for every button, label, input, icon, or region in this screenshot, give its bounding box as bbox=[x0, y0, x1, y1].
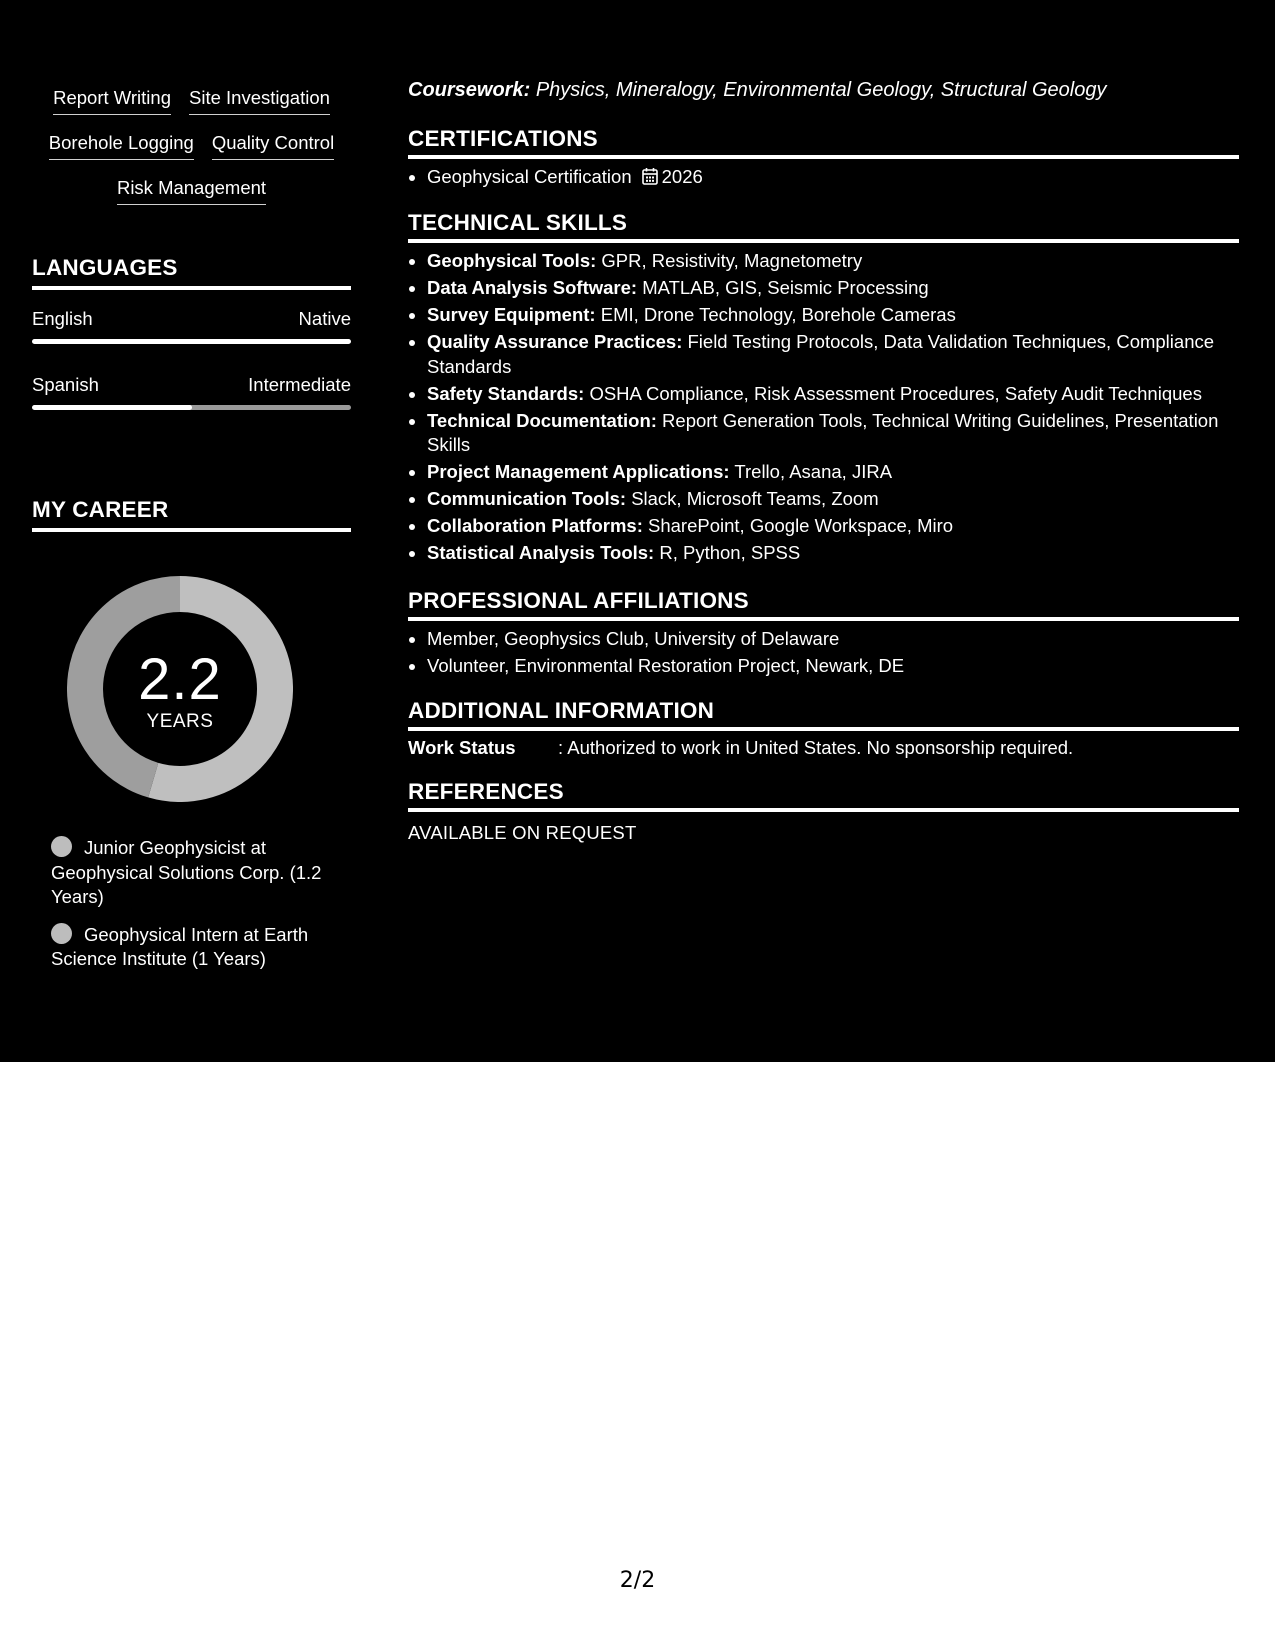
skills-row bbox=[32, 86, 351, 131]
skill-category: Technical Documentation: bbox=[427, 409, 657, 431]
skills-row bbox=[32, 131, 351, 176]
additional-info-section bbox=[408, 698, 1239, 759]
affiliation-item: • Volunteer, Environmental Restoration Project, Newark, DE bbox=[427, 654, 1239, 679]
skill-tag: Report Writing bbox=[53, 86, 171, 115]
languages-title: LANGUAGES bbox=[32, 255, 351, 290]
coursework-line bbox=[408, 79, 1106, 102]
work-status-row bbox=[408, 737, 1239, 759]
career-total-years: 2.2 bbox=[138, 647, 222, 712]
coursework-text: Physics, Mineralogy, Environmental Geology, Structural Geology bbox=[535, 79, 1107, 101]
skill-values: R, Python, SPSS bbox=[659, 542, 801, 563]
career-total-unit: YEARS bbox=[146, 711, 214, 732]
bullet-dot-icon bbox=[51, 836, 72, 857]
career-item bbox=[51, 923, 351, 972]
work-status-label: Work Status bbox=[408, 737, 516, 758]
career-list bbox=[51, 836, 351, 985]
certification-item bbox=[427, 165, 1239, 190]
language-item bbox=[32, 308, 351, 344]
affiliation-item: • Member, Geophysics Club, University of Delaware bbox=[427, 627, 1239, 652]
skill-category: Data Analysis Software: bbox=[427, 277, 638, 298]
additional-info-title: ADDITIONAL INFORMATION bbox=[408, 698, 1239, 731]
language-proficiency-fill bbox=[32, 405, 192, 410]
affiliations-title: PROFESSIONAL AFFILIATIONS bbox=[408, 588, 1239, 621]
career-item-text: Junior Geophysicist at Geophysical Solutions Corp. (1.2 Years) bbox=[51, 837, 322, 907]
skill-category: Survey Equipment: bbox=[427, 304, 596, 325]
certification-year: 2026 bbox=[661, 166, 703, 187]
technical-skill-item bbox=[427, 330, 1239, 379]
skill-category: Project Management Applications: bbox=[427, 461, 730, 482]
technical-skill-item bbox=[427, 382, 1239, 407]
technical-skill-item bbox=[427, 487, 1239, 512]
skill-values: EMI, Drone Technology, Borehole Cameras bbox=[600, 304, 956, 325]
technical-skill-item bbox=[427, 514, 1239, 539]
certification-name: Geophysical Certification bbox=[427, 166, 632, 187]
language-level: Intermediate bbox=[248, 374, 351, 395]
languages-section bbox=[32, 255, 351, 410]
language-proficiency-bar bbox=[32, 339, 351, 344]
language-name: English bbox=[32, 308, 93, 329]
skill-values: SharePoint, Google Workspace, Miro bbox=[648, 515, 954, 536]
language-name: Spanish bbox=[32, 374, 99, 395]
references-text: AVAILABLE ON REQUEST bbox=[408, 822, 637, 843]
technical-skill-item bbox=[427, 541, 1239, 566]
skill-values: Slack, Microsoft Teams, Zoom bbox=[631, 488, 879, 509]
career-item bbox=[51, 836, 351, 910]
bullet-dot-icon bbox=[51, 923, 72, 944]
work-status-value: : Authorized to work in United States. No sponsorship required. bbox=[558, 737, 1074, 758]
skills-row bbox=[32, 176, 351, 221]
calendar-icon bbox=[642, 167, 658, 185]
technical-skills-section bbox=[408, 210, 1239, 568]
skill-category: Statistical Analysis Tools: bbox=[427, 542, 655, 563]
affiliations-section bbox=[408, 588, 1239, 681]
skill-category: Geophysical Tools: bbox=[427, 250, 597, 271]
career-section bbox=[32, 497, 351, 532]
language-proficiency-fill bbox=[32, 339, 351, 344]
affiliations-list bbox=[408, 627, 1239, 679]
certifications-title: CERTIFICATIONS bbox=[408, 126, 1239, 159]
technical-skills-title: TECHNICAL SKILLS bbox=[408, 210, 1239, 243]
skill-values: OSHA Compliance, Risk Assessment Procedures, Safety Audit Techniques bbox=[589, 382, 1202, 404]
skills-tags bbox=[32, 86, 351, 221]
certifications-section bbox=[408, 126, 1239, 192]
skill-tag: Borehole Logging bbox=[49, 131, 194, 160]
technical-skill-item bbox=[427, 303, 1239, 328]
skill-values: MATLAB, GIS, Seismic Processing bbox=[642, 277, 929, 298]
certifications-list bbox=[408, 165, 1239, 190]
technical-skill-item bbox=[427, 460, 1239, 485]
coursework-label: Coursework: bbox=[408, 79, 531, 101]
skill-category: Collaboration Platforms: bbox=[427, 515, 643, 536]
skill-values: GPR, Resistivity, Magnetometry bbox=[601, 250, 863, 271]
technical-skill-item bbox=[427, 249, 1239, 274]
references-section bbox=[408, 779, 1239, 844]
career-donut-chart bbox=[67, 576, 293, 802]
technical-skill-item bbox=[427, 409, 1239, 458]
language-level: Native bbox=[298, 308, 351, 329]
skill-tag: Risk Management bbox=[117, 176, 266, 205]
skill-values: Report Generation Tools, Technical Writing Guidelines, Presentation Skills bbox=[427, 409, 1219, 455]
skill-tag: Site Investigation bbox=[189, 86, 330, 115]
page-number: 2/2 bbox=[619, 1568, 656, 1593]
skill-values: Field Testing Protocols, Data Validation Techniques, Compliance Standards bbox=[427, 331, 1215, 377]
skill-category: Safety Standards: bbox=[427, 382, 585, 404]
skill-values: Trello, Asana, JIRA bbox=[734, 461, 893, 482]
career-title: MY CAREER bbox=[32, 497, 351, 532]
skill-category: Quality Assurance Practices: bbox=[427, 331, 683, 352]
career-item-text: Geophysical Intern at Earth Science Institute (1 Years) bbox=[51, 923, 309, 969]
skill-category: Communication Tools: bbox=[427, 488, 627, 509]
technical-skills-list bbox=[408, 249, 1239, 566]
references-title: REFERENCES bbox=[408, 779, 1239, 812]
language-item bbox=[32, 374, 351, 410]
language-proficiency-bar bbox=[32, 405, 351, 410]
skill-tag: Quality Control bbox=[212, 131, 334, 160]
technical-skill-item bbox=[427, 276, 1239, 301]
